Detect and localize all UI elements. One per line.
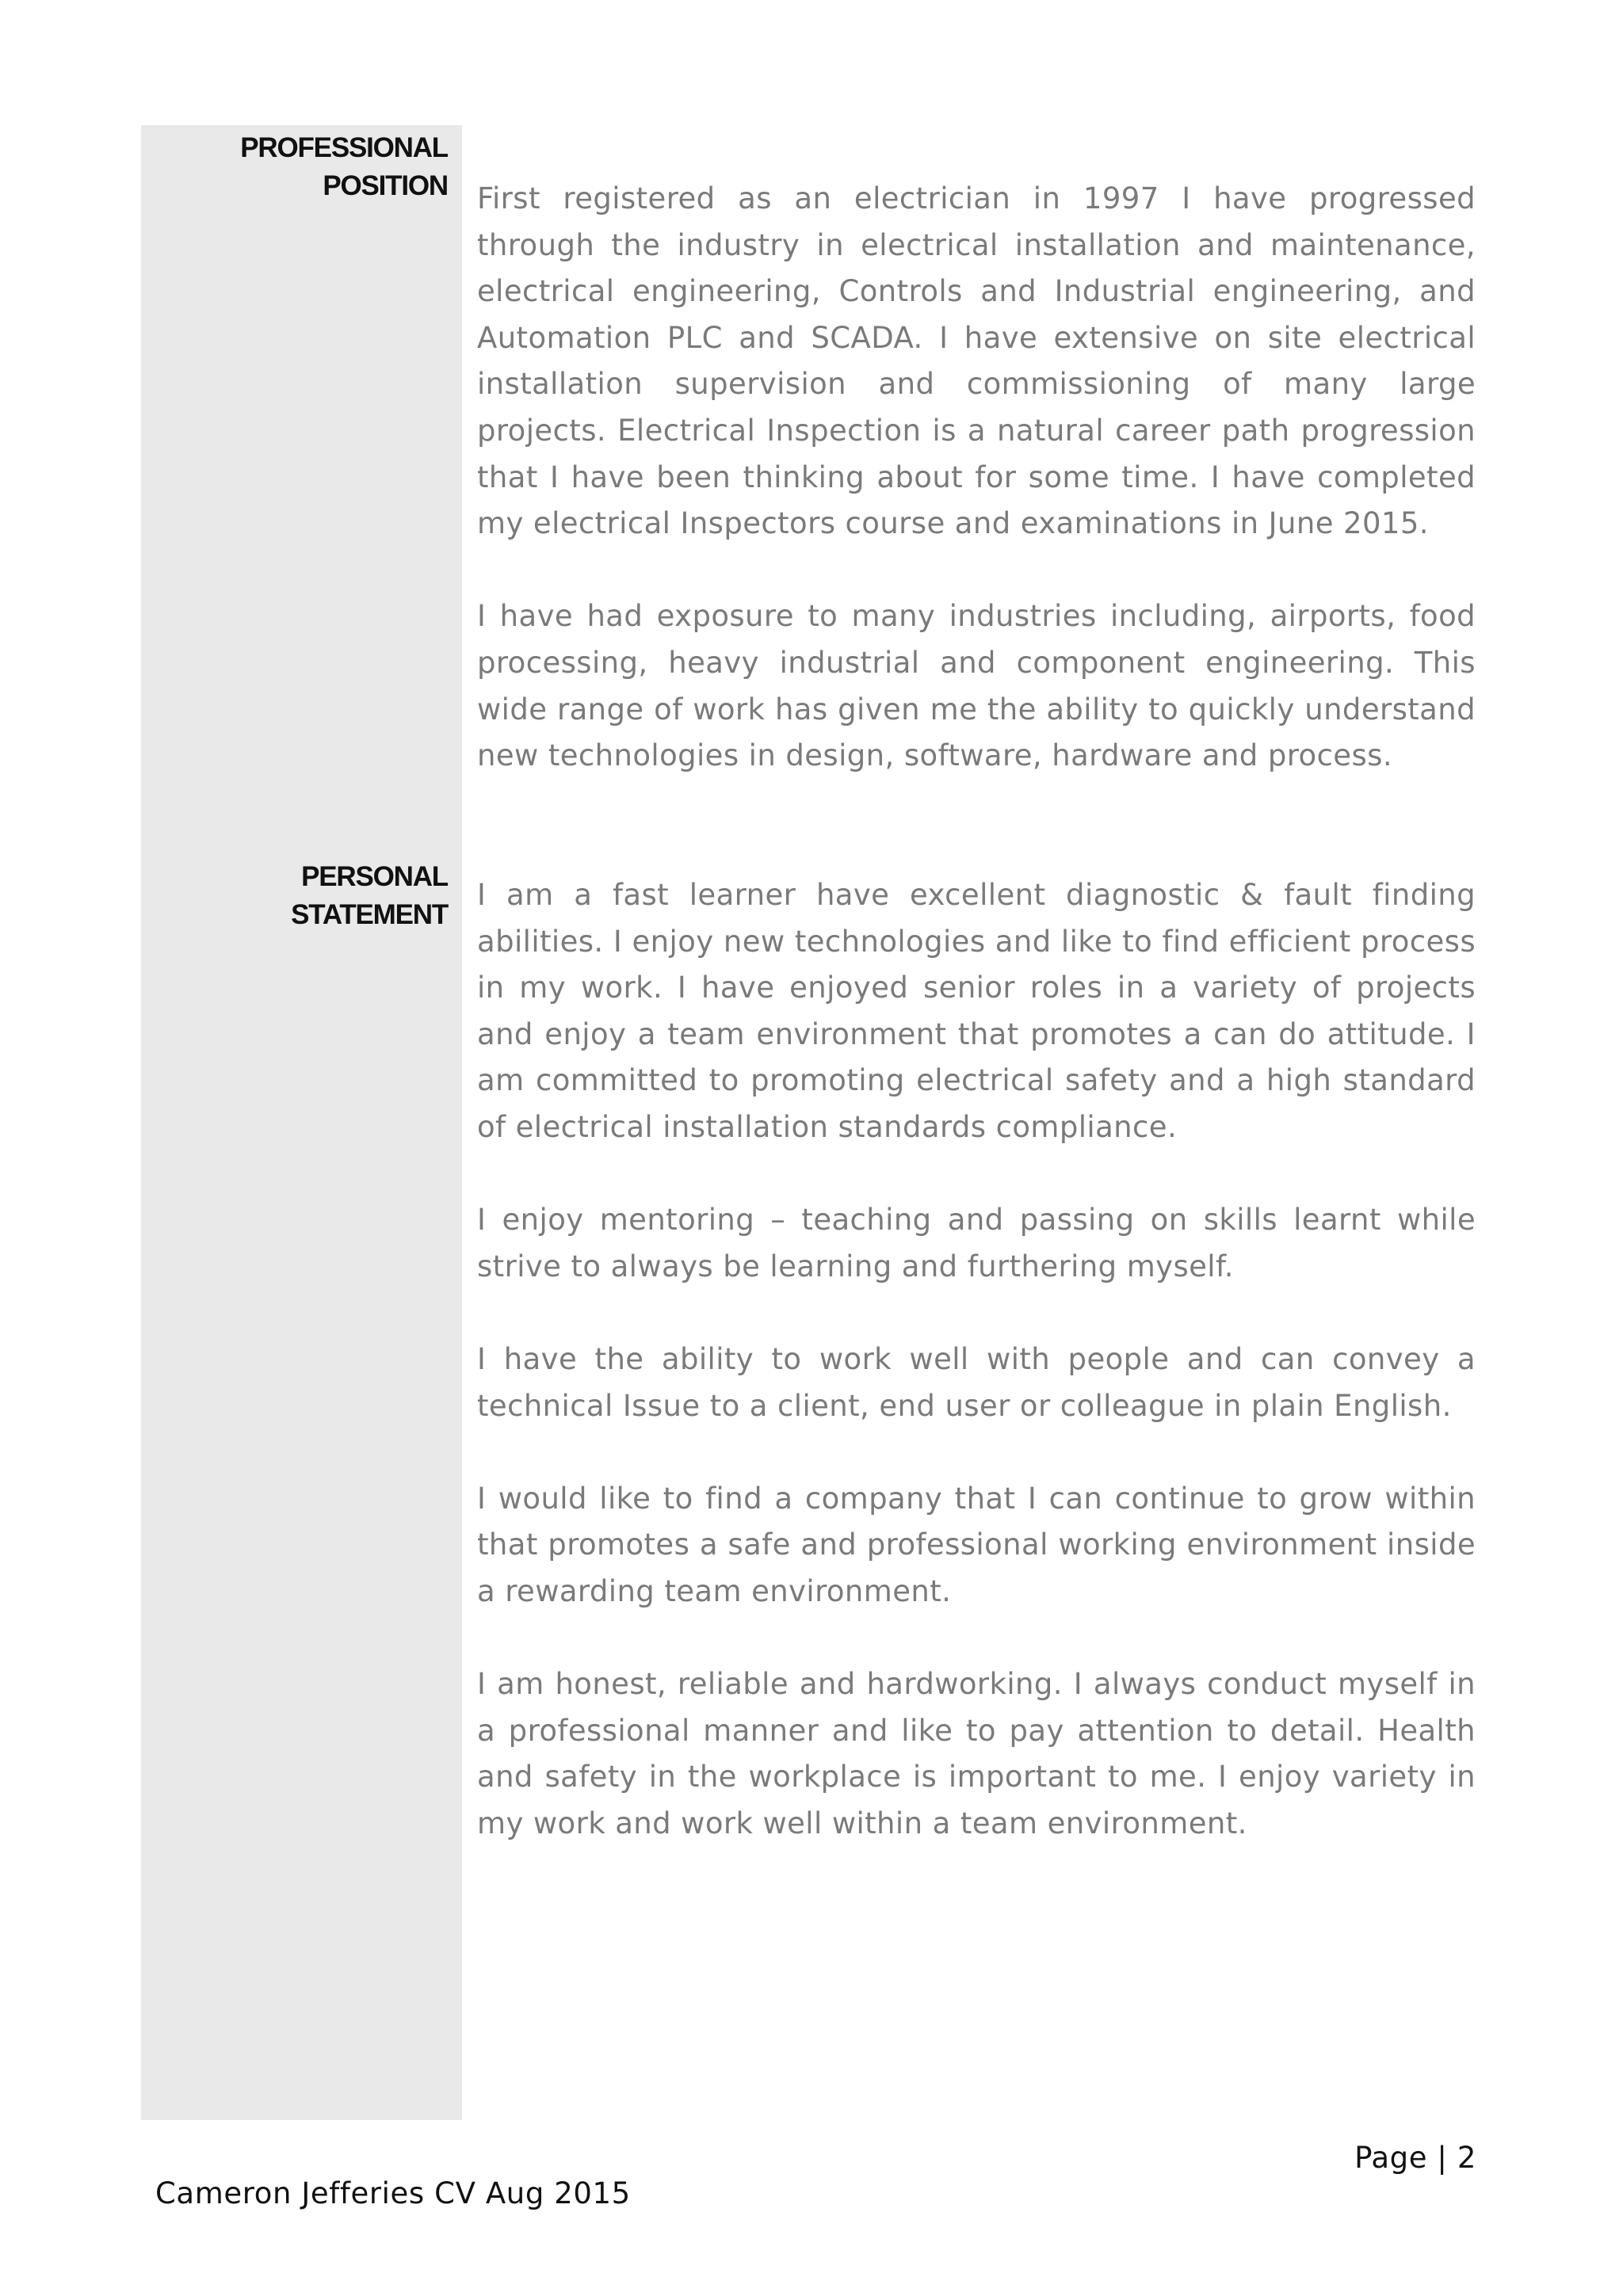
personal-statement-body [477, 872, 1476, 1894]
personal-statement-paragraph: I enjoy mentoring – teaching and passing on skills learnt while strive to always be learning and furthering myself. [477, 1203, 1476, 1283]
professional-position-heading-line1: PROFESSIONAL [240, 132, 448, 163]
personal-statement-heading [178, 858, 448, 934]
personal-statement-paragraph: I would like to find a company that I can continue to grow within that promotes a safe and professional working environment inside a rewarding team environment. [477, 1481, 1476, 1608]
footer-document-label: Cameron Jefferies CV Aug 2015 [155, 2176, 631, 2210]
personal-statement-paragraph: I am a fast learner have excellent diagnostic & fault finding abilities. I enjoy new technologies and like to find efficient process in my work. I have enjoyed senior roles in a variety of projects and enjoy a team environment that promotes a can do attitude. I am committed to promoting electrical safety and a high standard of electrical installation standards compliance. [477, 878, 1476, 1144]
professional-position-paragraph: First registered as an electrician in 1997 I have progressed through the industry in electrical installation and maintenance, electrical engineering, Controls and Industrial engineering, and Automation PLC and SCADA. I have extensive on site electrical installation supervision and commissioning of many large projects. Electrical Inspection is a natural career path progression that I have been thinking about for some time. I have completed my electrical Inspectors course and examinations in June 2015. [477, 181, 1476, 541]
professional-position-heading-line2: POSITION [323, 170, 448, 201]
sidebar-column [141, 125, 462, 2120]
professional-position-body [477, 176, 1476, 826]
personal-statement-paragraph: I have the ability to work well with people and can convey a technical Issue to a client, end user or colleague in plain English. [477, 1341, 1476, 1423]
personal-statement-paragraph: I am honest, reliable and hardworking. I always conduct myself in a professional manner and like to pay attention to detail. Health and safety in the workplace is important to me. I enjoy variety in my work and work well within a team environment. [477, 1667, 1476, 1840]
professional-position-heading [178, 129, 448, 205]
personal-statement-heading-line1: PERSONAL [301, 861, 448, 892]
personal-statement-heading-line2: STATEMENT [291, 899, 448, 930]
professional-position-paragraph: I have had exposure to many industries including, airports, food processing, heavy industrial and component engineering. This wide range of work has given me the ability to quickly understand new technologies in design, software, hardware and process. [477, 599, 1476, 773]
page-number: Page | 2 [1354, 2141, 1476, 2175]
